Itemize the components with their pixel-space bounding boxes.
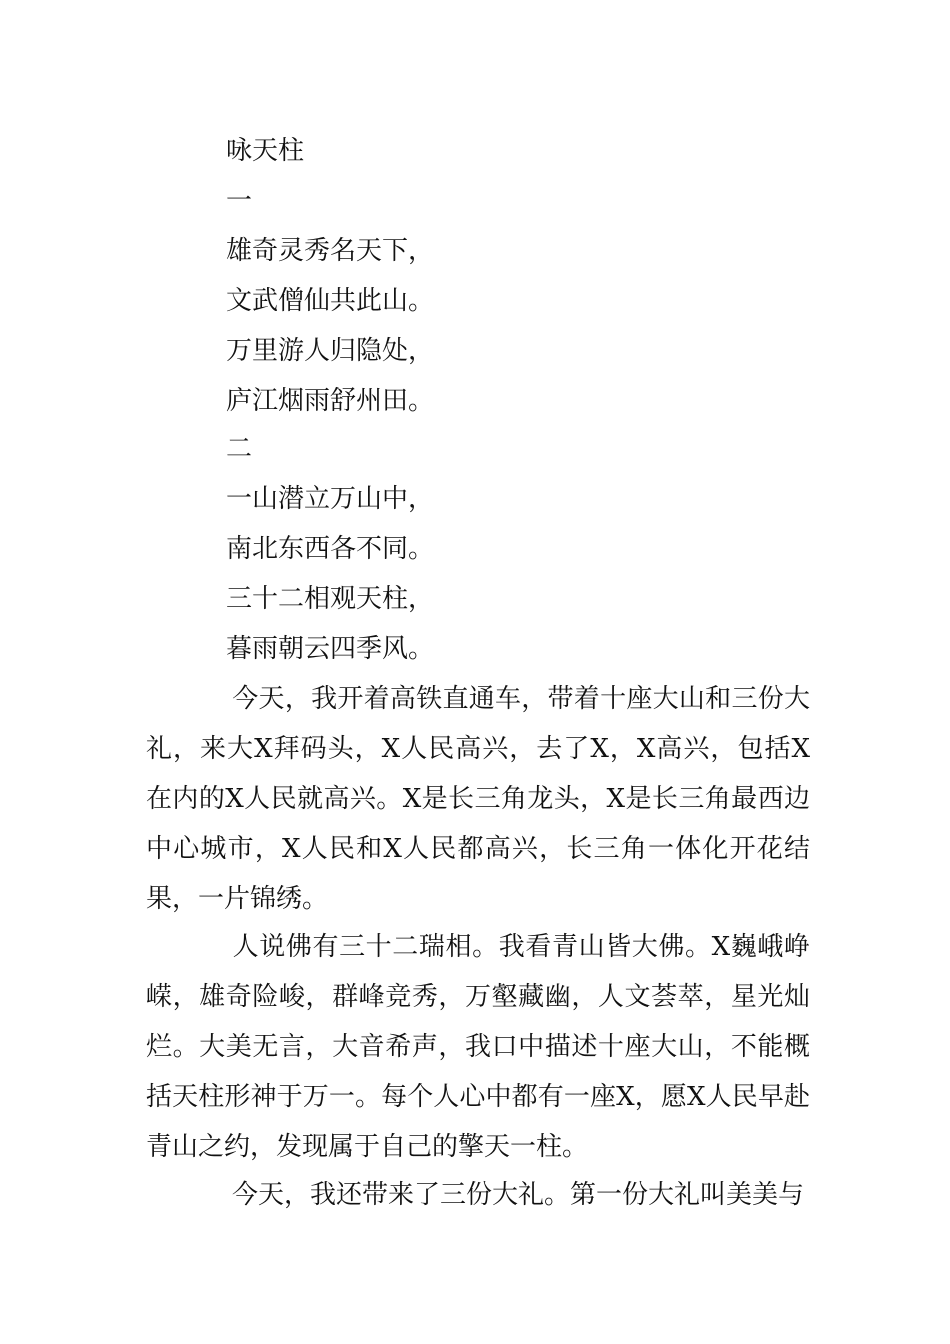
poem-line: 万里游人归隐处， (226, 336, 435, 366)
body-paragraph-3 (146, 1170, 810, 1220)
stanza-number-2: 二 (226, 434, 253, 464)
paragraph-text: 人说佛有三十二瑞相。我看青山皆大佛。X巍峨峥嵘，雄奇险峻，群峰竞秀，万壑藏幽，人文荟萃，星光灿烂。大美无言，大音希声，我口中描述十座大山，不能概括天柱形神于万一。每个人心中都有一座X，愿X人民早赴青山之约，发现属于自己的擎天一柱。 (146, 932, 810, 1162)
body-paragraph-1 (146, 674, 810, 924)
poem-line: 暮雨朝云四季风。 (226, 634, 435, 664)
poem-line: 雄奇灵秀名天下， (226, 236, 435, 266)
body-paragraph-2 (146, 922, 810, 1172)
poem-line: 一山潜立万山中， (226, 484, 435, 514)
poem-line: 南北东西各不同。 (226, 534, 435, 564)
poem-title: 咏天柱 (226, 136, 305, 166)
stanza-number-1: 一 (226, 186, 253, 216)
poem-line: 庐江烟雨舒州田。 (226, 386, 435, 416)
poem-line: 三十二相观天柱， (226, 584, 435, 614)
paragraph-text: 今天，我开着高铁直通车，带着十座大山和三份大礼，来大X拜码头，X人民高兴，去了X，X高兴，包括X在内的X人民就高兴。X是长三角龙头，X是长三角最西边中心城市，X人民和X人民都高兴，长三角一体化开花结果，一片锦绣。 (146, 684, 810, 914)
poem-line: 文武僧仙共此山。 (226, 286, 435, 316)
paragraph-text: 今天，我还带来了三份大礼。第一份大礼叫美美与 (232, 1180, 805, 1210)
